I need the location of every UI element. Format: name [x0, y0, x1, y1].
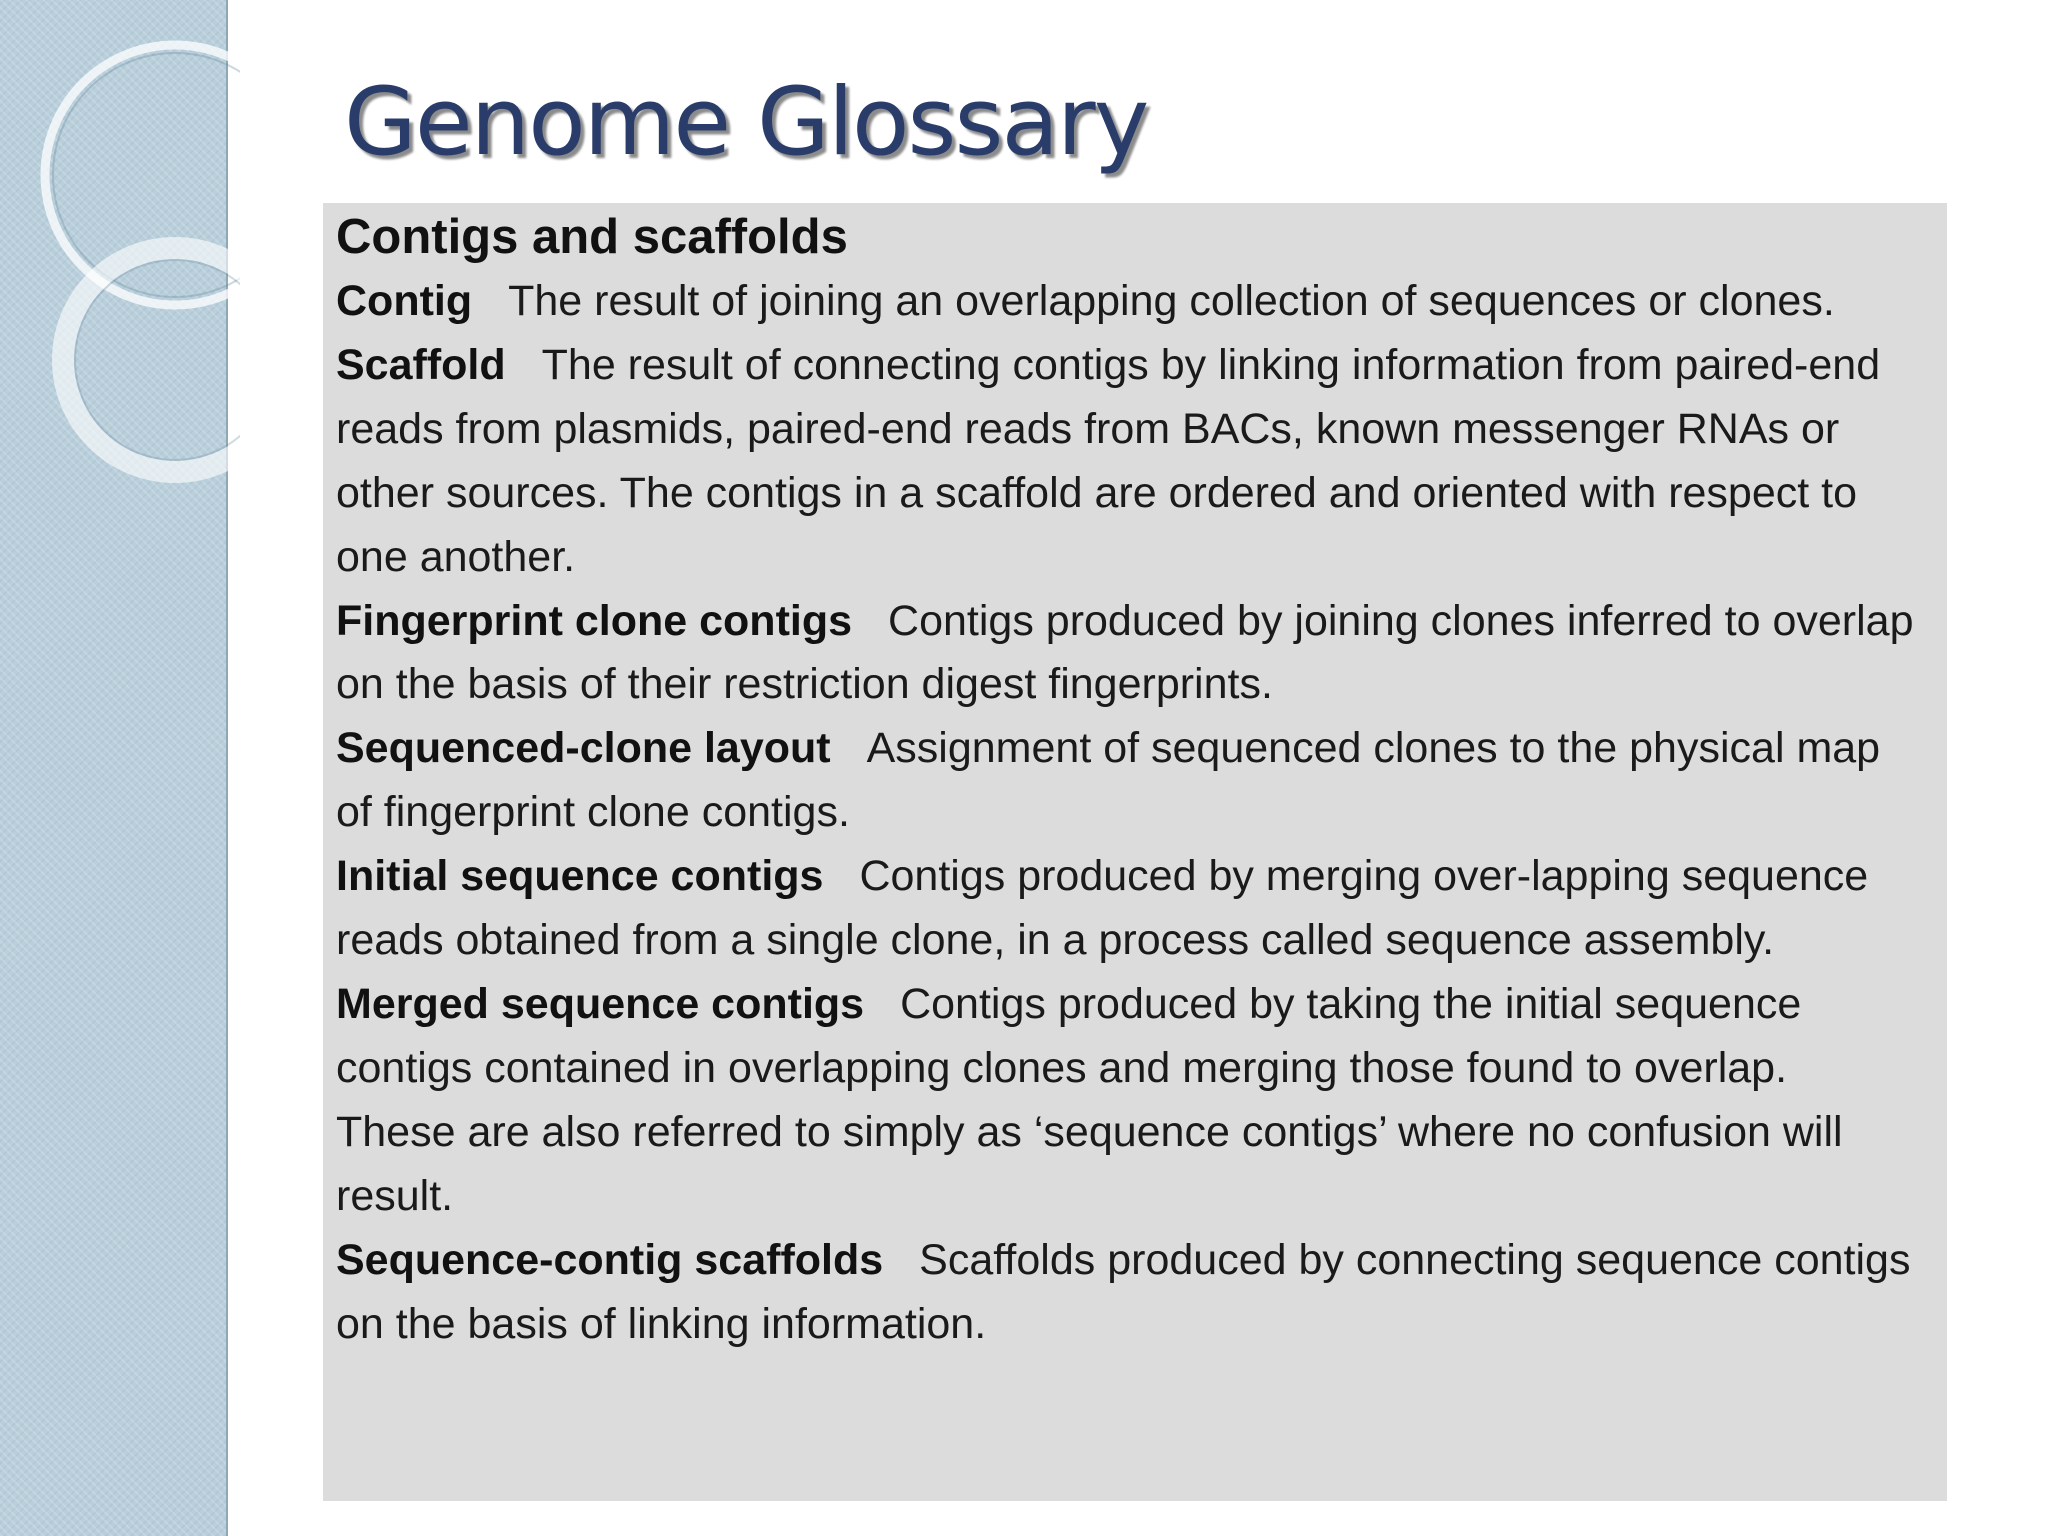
- entry-term: Sequenced-clone layout: [336, 724, 831, 773]
- slide-title: Genome Glossary: [344, 68, 1148, 177]
- entry-definition: The result of connecting contigs by linking information from paired-end reads from plasmids, paired-end reads from BACs, known messenger RNAs or other sources. The contigs in a scaffold are ordered and oriented with respect to one another.: [336, 340, 1881, 581]
- entry-definition: The result of joining an overlapping collection of sequences or clones.: [508, 277, 1835, 325]
- entry-term: Merged sequence contigs: [336, 979, 865, 1028]
- entry-term: Contig: [336, 277, 473, 325]
- glossary-entry-fingerprint-clone-contigs: [336, 590, 1916, 718]
- glossary-entries: [336, 270, 1916, 1356]
- entry-definition: Contigs produced by merging over-lapping sequence reads obtained from a single clone, in a process called sequence assembly.: [336, 852, 1869, 965]
- entry-term: Initial sequence contigs: [336, 852, 824, 901]
- entry-term: Sequence-contig scaffolds: [336, 1235, 884, 1284]
- entry-definition: Contigs produced by joining clones inferred to overlap on the basis of their restriction digest fingerprints.: [336, 596, 1914, 709]
- glossary-entry-initial-sequence-contigs: [336, 845, 1916, 973]
- glossary-entry-sequence-contig-scaffolds: [336, 1229, 1916, 1357]
- decorative-rings: [0, 0, 240, 520]
- entry-term: Scaffold: [336, 340, 506, 389]
- entry-term: Fingerprint clone contigs: [336, 596, 853, 645]
- glossary-entry-contig: [336, 270, 1916, 334]
- panel-heading: Contigs and scaffolds: [336, 210, 848, 264]
- entry-definition: Scaffolds produced by connecting sequence contigs on the basis of linking information.: [336, 1235, 1911, 1348]
- glossary-entry-scaffold: [336, 334, 1916, 590]
- entry-definition: Assignment of sequenced clones to the physical map of fingerprint clone contigs.: [336, 724, 1881, 837]
- glossary-entry-merged-sequence-contigs: [336, 973, 1916, 1229]
- glossary-entry-sequenced-clone-layout: [336, 717, 1916, 845]
- entry-definition: Contigs produced by taking the initial sequence contigs contained in overlapping clones and merging those found to overlap. These are also referred to simply as ‘sequence contigs’ where no confusion will result.: [336, 979, 1843, 1220]
